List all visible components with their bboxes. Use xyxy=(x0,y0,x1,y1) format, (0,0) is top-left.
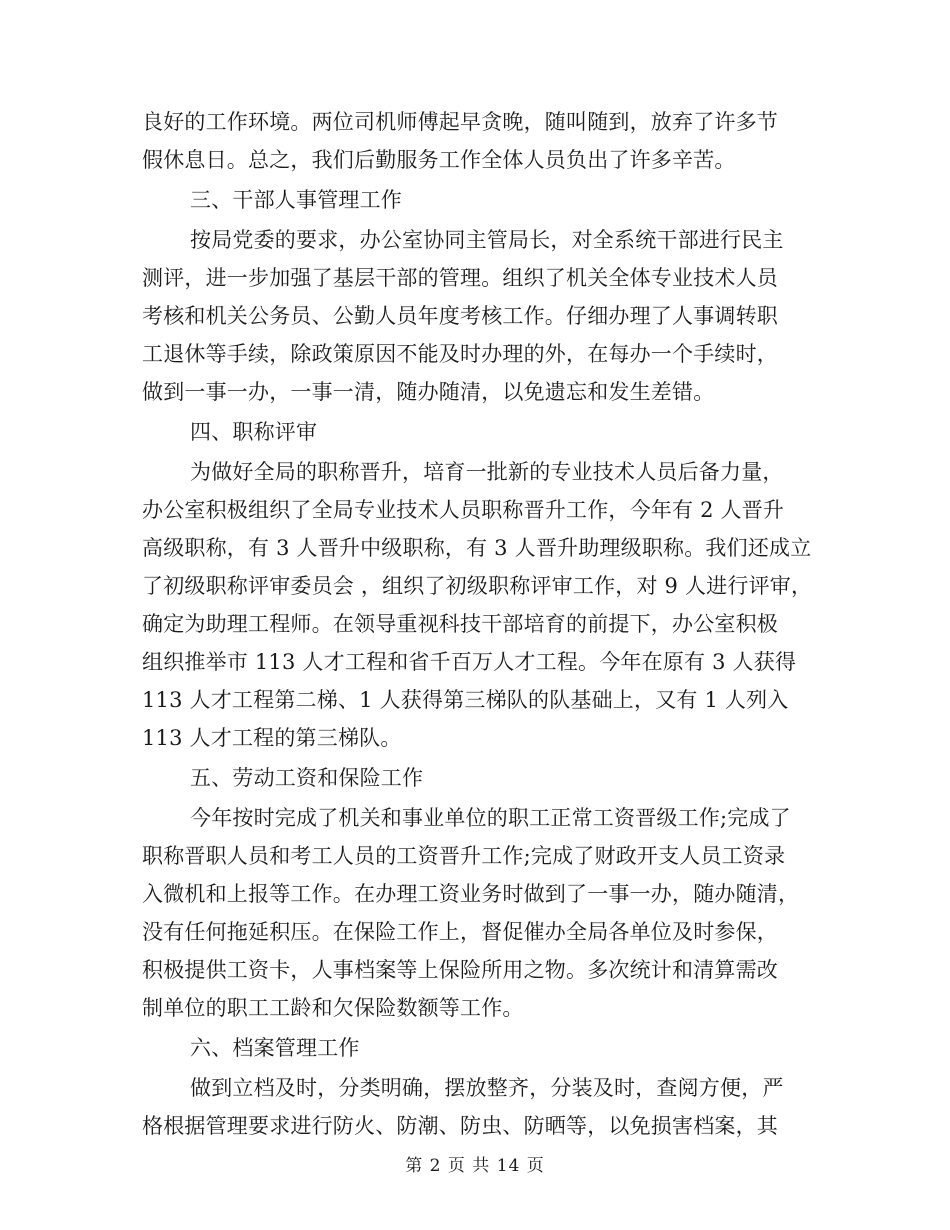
text-line: 今年按时完成了机关和事业单位的职工正常工资晋级工作;完成了 xyxy=(190,806,791,830)
page-number-footer: 第 2 页 共 14 页 xyxy=(405,1156,545,1176)
text-line: 积极提供工资卡，人事档案等上保险所用之物。多次统计和清算需改 xyxy=(142,958,778,982)
text-line: 测评，进一步加强了基层干部的管理。组织了机关全体专业技术人员 xyxy=(142,266,778,290)
section-heading: 六、档案管理工作 xyxy=(190,1036,360,1060)
text-line: 格根据管理要求进行防火、防潮、防虫、防晒等，以免损害档案，其 xyxy=(142,1114,778,1138)
text-line: 按局党委的要求，办公室协同主管局长，对全系统干部进行民主 xyxy=(190,228,784,252)
text-line: 为做好全局的职称晋升，培育一批新的专业技术人员后备力量， xyxy=(190,460,784,484)
text-line: 假休息日。总之，我们后勤服务工作全体人员负出了许多辛苦。 xyxy=(142,148,736,172)
text-line: 做到一事一办，一事一清，随办随清，以免遗忘和发生差错。 xyxy=(142,380,715,404)
section-heading: 三、干部人事管理工作 xyxy=(190,188,402,212)
text-line: 制单位的职工工龄和欠保险数额等工作。 xyxy=(142,996,524,1020)
text-line: 113 人才工程的第三梯队。 xyxy=(142,726,402,750)
text-line: 高级职称，有 3 人晋升中级职称，有 3 人晋升助理级职称。我们还成立 xyxy=(142,536,812,560)
text-line: 入微机和上报等工作。在办理工资业务时做到了一事一办，随办随清， xyxy=(142,882,800,906)
text-line: 良好的工作环境。两位司机师傅起早贪晚，随叫随到，放弃了许多节 xyxy=(142,110,778,134)
text-line: 组织推举市 113 人才工程和省千百万人才工程。今年在原有 3 人获得 xyxy=(142,650,797,674)
text-line: 工退休等手续，除政策原因不能及时办理的外，在每办一个手续时， xyxy=(142,342,778,366)
text-line: 确定为助理工程师。在领导重视科技干部培育的前提下，办公室积极 xyxy=(142,612,778,636)
text-line: 没有任何拖延积压。在保险工作上，督促催办全局各单位及时参保， xyxy=(142,920,778,944)
section-heading: 五、劳动工资和保险工作 xyxy=(190,766,424,790)
text-line: 做到立档及时，分类明确，摆放整齐，分装及时，查阅方便，严 xyxy=(190,1076,784,1100)
text-line: 办公室积极组织了全局专业技术人员职称晋升工作，今年有 2 人晋升 xyxy=(142,498,785,522)
text-line: 了初级职称评审委员会 ，组织了初级职称评审工作，对 9 人进行评审， xyxy=(142,574,813,598)
text-line: 考核和机关公务员、公勤人员年度考核工作。仔细办理了人事调转职 xyxy=(142,304,778,328)
text-line: 职称晋职人员和考工人员的工资晋升工作;完成了财政开支人员工资录 xyxy=(142,844,786,868)
text-line: 113 人才工程第二梯、1 人获得第三梯队的队基础上，又有 1 人列入 xyxy=(142,688,789,712)
section-heading: 四、职称评审 xyxy=(190,420,318,444)
